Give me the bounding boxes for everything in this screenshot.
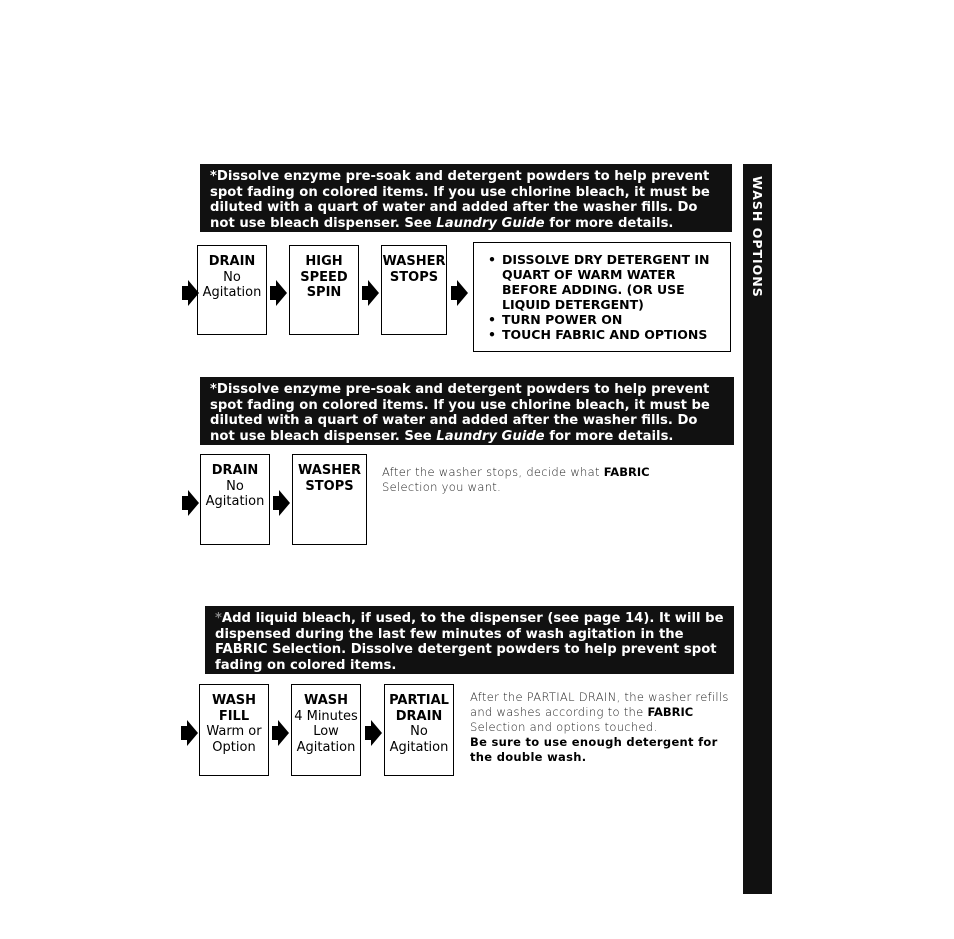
step-detail: No — [226, 478, 244, 494]
step-title: SPIN — [306, 285, 342, 300]
instruction-text-end: Selection you want. — [382, 480, 502, 494]
instruction-fabric: FABRIC — [603, 465, 650, 479]
section1-note — [200, 164, 732, 232]
step-title: HIGH — [305, 254, 343, 269]
note-star: * — [215, 611, 222, 626]
step-drain — [200, 454, 270, 545]
flow-arrow-icon — [188, 490, 199, 516]
step-detail: Agitation — [389, 739, 449, 755]
note-star: * — [210, 169, 217, 184]
step-washer-stops — [292, 454, 367, 545]
flow-arrow-icon — [371, 720, 382, 746]
note-fabric: FABRIC — [215, 642, 268, 658]
step-drain — [197, 245, 267, 335]
step-title: SPEED — [300, 269, 348, 285]
flow-arrow-icon — [278, 720, 289, 746]
instruction-text: After the PARTIAL DRAIN, the washer refills and washes according to the — [470, 690, 729, 719]
instruction-item: • DISSOLVE DRY DETERGENT IN QUART OF WARM WATER BEFORE ADDING. (OR USE LIQUID DETERGENT) — [488, 252, 720, 312]
sidebar-tab — [743, 164, 772, 894]
section2-note — [200, 377, 734, 445]
section2-instruction — [382, 465, 682, 495]
flow-arrow-icon — [368, 280, 379, 306]
sidebar-label: WASH OPTIONS — [750, 176, 765, 298]
step-title: STOPS — [305, 478, 354, 494]
instruction-text: After the washer stops, decide what — [382, 465, 604, 479]
step-detail: Option — [212, 739, 256, 755]
step-detail: Agitation — [296, 739, 356, 755]
section3-instruction — [470, 690, 730, 765]
instruction-item: • TURN POWER ON — [488, 312, 720, 327]
step-title: DRAIN — [208, 254, 256, 269]
step-high-speed-spin — [289, 245, 359, 335]
step-wash-fill — [199, 684, 269, 776]
step-title: DRAIN — [395, 708, 443, 724]
flow-arrow-icon — [279, 490, 290, 516]
instruction-fabric: FABRIC — [647, 705, 694, 719]
instruction-text-mid: Selection and options touched. — [470, 720, 658, 734]
step-title: PARTIAL — [389, 693, 449, 708]
step-title: STOPS — [389, 269, 439, 285]
step-partial-drain — [384, 684, 454, 776]
note-text-end: Selection. Dissolve detergent powders to help prevent spot fading on colored items. — [215, 642, 717, 673]
step-title: WASH — [211, 693, 257, 708]
step-title: WASHER — [382, 254, 446, 269]
note-guide-title: Laundry Guide — [436, 428, 545, 444]
note-text-end: for more details. — [544, 215, 674, 231]
step-title: DRAIN — [211, 463, 259, 478]
step-wash — [291, 684, 361, 776]
step-title: FILL — [218, 708, 250, 724]
step-title: WASHER — [298, 463, 361, 478]
note-star: * — [210, 382, 217, 397]
flow-arrow-icon — [457, 280, 468, 306]
instruction-item: • TOUCH FABRIC AND OPTIONS — [488, 327, 720, 342]
step-detail: No — [410, 724, 428, 739]
note-text-end: for more details. — [544, 428, 674, 444]
note-guide-title: Laundry Guide — [436, 215, 545, 231]
note-text: Dissolve enzyme pre-soak and detergent powders to help prevent spot fading on colored items. If you use chlorine bleach, it must be diluted with a quart of water and added after the washer fills. Do not use bleach dispenser. See — [210, 382, 710, 444]
flow-arrow-icon — [276, 280, 287, 306]
step-detail: Agitation — [202, 285, 262, 300]
instruction-emphasis: Be sure to use enough detergent for the double wash. — [470, 735, 718, 764]
step-detail: No — [223, 269, 241, 285]
step-detail: Low — [313, 724, 339, 739]
note-text: Add liquid bleach, if used, to the dispenser (see page 14). It will be dispensed during the last few minutes of wash agitation in the — [215, 611, 724, 642]
section3-note — [205, 606, 734, 674]
flow-arrow-icon — [187, 720, 198, 746]
step-washer-stops — [381, 245, 447, 335]
step-title: WASH — [303, 693, 349, 708]
step-detail: Warm or — [206, 724, 262, 739]
note-text: Dissolve enzyme pre-soak and detergent powders to help prevent spot fading on colored items. If you use chlorine bleach, it must be diluted with a quart of water and added after the washer fills. Do not use bleach dispenser. See — [210, 169, 710, 231]
step-detail: Agitation — [205, 494, 265, 509]
step-detail: 4 Minutes — [294, 708, 358, 724]
instructions-box — [473, 242, 731, 352]
